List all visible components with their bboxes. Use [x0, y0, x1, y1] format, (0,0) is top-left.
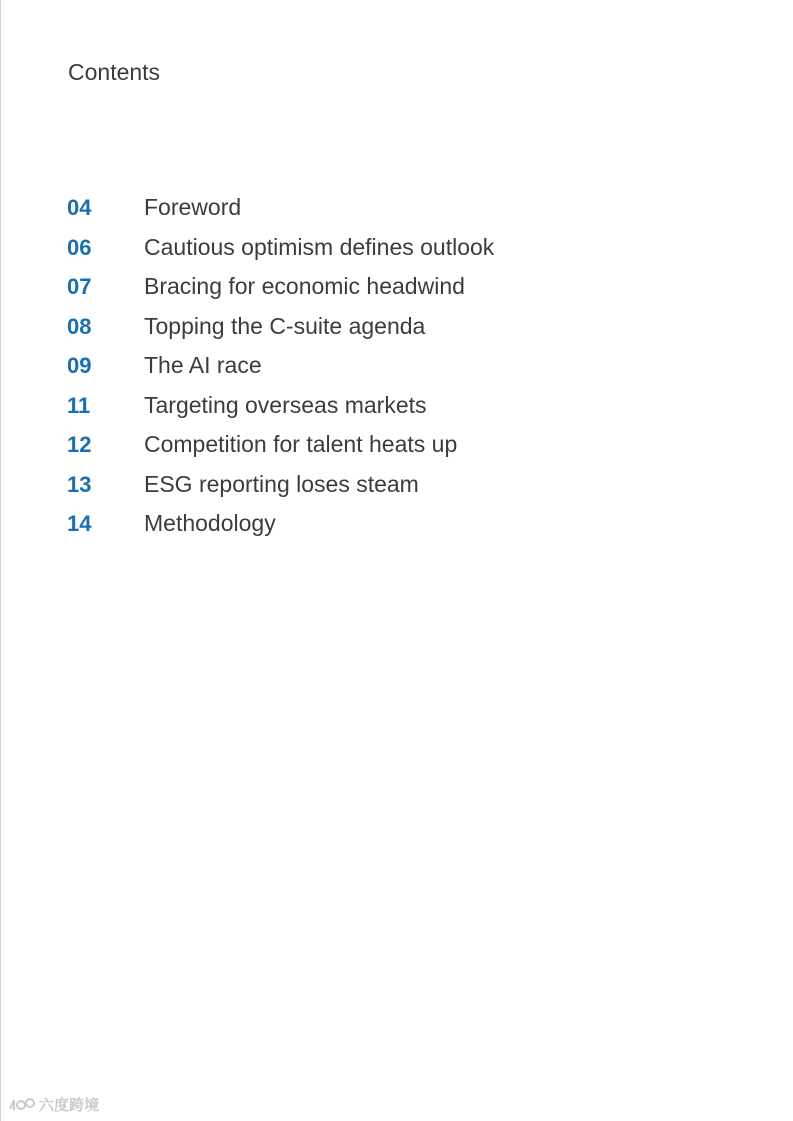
toc-page-number: 07	[67, 274, 92, 299]
toc-entry-methodology[interactable]	[67, 508, 494, 548]
toc-entry-overseas-markets[interactable]	[67, 390, 494, 430]
toc-entry-foreword[interactable]	[67, 192, 494, 232]
toc-entry-title: ESG reporting loses steam	[144, 470, 419, 497]
toc-entry-title: Bracing for economic headwind	[144, 273, 465, 299]
toc-entry-title: Cautious optimism defines outlook	[144, 233, 495, 260]
toc-page-number: 08	[67, 313, 92, 339]
toc-entry-economic-headwind[interactable]	[67, 271, 494, 311]
toc-entry-title: Foreword	[144, 194, 242, 220]
toc-page-number: 06	[67, 234, 92, 260]
toc-entry-ai-race[interactable]	[67, 350, 494, 390]
toc-entry-c-suite-agenda[interactable]	[67, 311, 494, 351]
toc-entry-title: Topping the C-suite agenda	[144, 312, 426, 339]
toc-entry-esg-reporting[interactable]	[67, 469, 494, 509]
toc-page-number: 04	[67, 195, 92, 220]
toc-entry-cautious-optimism[interactable]	[67, 232, 494, 272]
toc-page-number: 12	[67, 432, 92, 457]
toc-entry-title: Competition for talent heats up	[144, 431, 458, 457]
page-edge-divider	[0, 0, 1, 1121]
toc-page-number: 09	[67, 353, 92, 378]
page-title: Contents	[68, 59, 161, 85]
toc-page-number: 13	[67, 471, 92, 497]
toc-entry-title: Methodology	[144, 510, 276, 536]
toc-entry-talent-competition[interactable]	[67, 429, 494, 469]
toc-page-number: 11	[67, 392, 91, 418]
brand-logo-icon	[8, 1097, 36, 1113]
toc-entry-title: The AI race	[144, 352, 262, 378]
table-of-contents	[67, 192, 494, 548]
toc-entry-title: Targeting overseas markets	[144, 391, 427, 418]
toc-page-number: 14	[67, 511, 92, 536]
watermark	[8, 1094, 99, 1115]
watermark-text: 六度跨境	[39, 1097, 100, 1114]
